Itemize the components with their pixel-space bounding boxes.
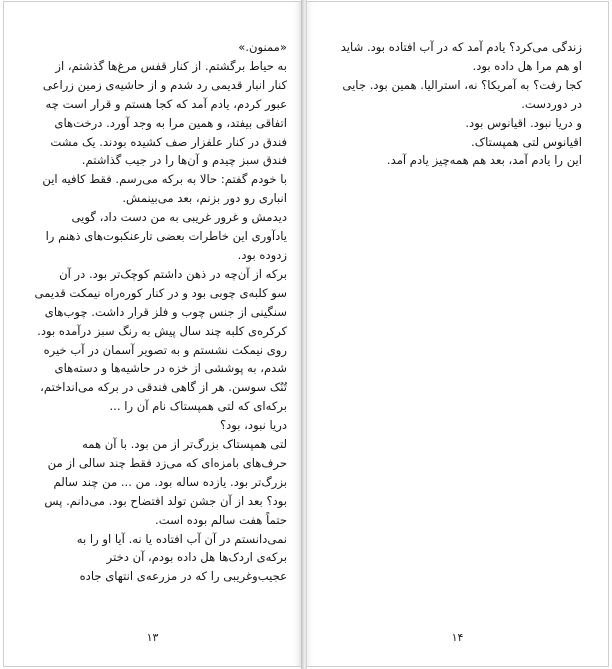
text-line: عجیب‌وغریبی را که در مزرعه‌ی انتهای جاده	[79, 569, 287, 584]
text-line: کنار انبار قدیمی رد شدم و از حاشیه‌ی زمین زراعی	[42, 77, 287, 92]
text-line: اتفاقی بیفتد، و همین مرا به وجد آورد. درخت‌های	[54, 115, 287, 130]
text-line: دریا نبود، بود؟	[219, 418, 287, 433]
text-line: فندق سبز چیدم و آن‌ها را در جیب گذاشتم.	[81, 153, 287, 168]
text-line: به حیاط برگشتم. از کنار قفس مرغ‌ها گذشتم، از	[55, 58, 287, 73]
page-number: ۱۴	[451, 631, 464, 644]
text-line: در دوردست.	[521, 96, 582, 111]
text-line: انباری رو دور بزنم، بعد می‌بینمش.	[122, 191, 287, 206]
left-page-body-text	[18, 38, 287, 586]
text-line: شدم، به پوششی از خزه در حاشیه‌ها و دسته‌های	[54, 361, 287, 376]
text-line: برکه از آن‌چه در ذهن داشتم کوچک‌تر بود. در آن	[59, 266, 287, 281]
text-line: دیدمش و غرور غریبی به من دست داد، گویی	[71, 210, 287, 225]
text-line: زندگی می‌کرد؟ یادم آمد که در آب افتاده بود. شاید	[340, 40, 582, 54]
text-line: نمی‌دانستم در آن آب افتاده یا نه. آیا او را به	[76, 531, 287, 546]
text-line: لتی همپستاک بزرگ‌تر از من بود. با آن همه	[82, 437, 287, 452]
text-line: روی نیمکت نشستم و به تصویر آسمان در آب خیره	[43, 342, 287, 357]
left-page	[3, 1, 303, 667]
right-page	[306, 1, 609, 667]
text-line: سو کلبه‌ی چوبی بود و در کنار کوره‌راه نیمکت قدیمی	[34, 285, 287, 300]
text-line: بزرگ‌تر بود. یازده ساله بود. من ... من چند سالم	[53, 474, 287, 489]
text-line: سنگینی از جنس چوب و فلز قرار داشت. چوب‌های	[44, 304, 287, 319]
text-line: او هم مرا هل داده بود.	[472, 58, 582, 73]
text-line: بود؟ بعد از آن جشن تولد افتضاح بود. می‌دانم. پس	[44, 493, 287, 508]
text-line: زدوده بود.	[237, 247, 287, 262]
text-line: برکه‌ی اردک‌ها هل داده بودم، آن دختر	[106, 550, 287, 565]
text-line: حتماً هفت سالم بوده است.	[155, 512, 287, 527]
page-number: ۱۳	[146, 631, 159, 644]
text-line: تُنُک سوسن. هر از گاهی فندقی در برکه می‌انداختم،	[40, 380, 287, 395]
text-line: کرکره‌ی کلبه چند سال پیش به رنگ سبز درآمده بود.	[37, 323, 287, 338]
text-line: «ممنون.»	[238, 40, 287, 54]
text-line: برکه‌ای که لتی همپستاک نام آن را ...	[109, 399, 287, 414]
text-line: این را یادم آمد، بعد هم همه‌چیز یادم آمد.	[386, 153, 582, 168]
text-line: و دریا نبود. اقیانوس بود.	[465, 115, 582, 130]
text-line: با خودم گفتم: حالا به برکه می‌رسم. فقط کافیه این	[42, 172, 287, 187]
text-line: عبور کردم، یادم آمد که کجا هستم و قرار است چه	[45, 96, 287, 111]
text-line: حرف‌های بامزه‌ای که می‌زد فقط چند سالی از من	[47, 455, 287, 470]
right-page-body-text	[323, 38, 582, 170]
text-line: فندق در کنار علفزار صف کشیده بودند. یک مشت	[50, 134, 287, 149]
text-line: اقیانوس لتی همپستاک.	[471, 134, 582, 149]
text-line: کجا رفت؟ به آمریکا؟ نه، استرالیا. همین بود. جایی	[342, 77, 582, 92]
text-line: یادآوری این خاطرات بعضی تارعنکبوت‌های ذهنم را	[45, 229, 287, 244]
